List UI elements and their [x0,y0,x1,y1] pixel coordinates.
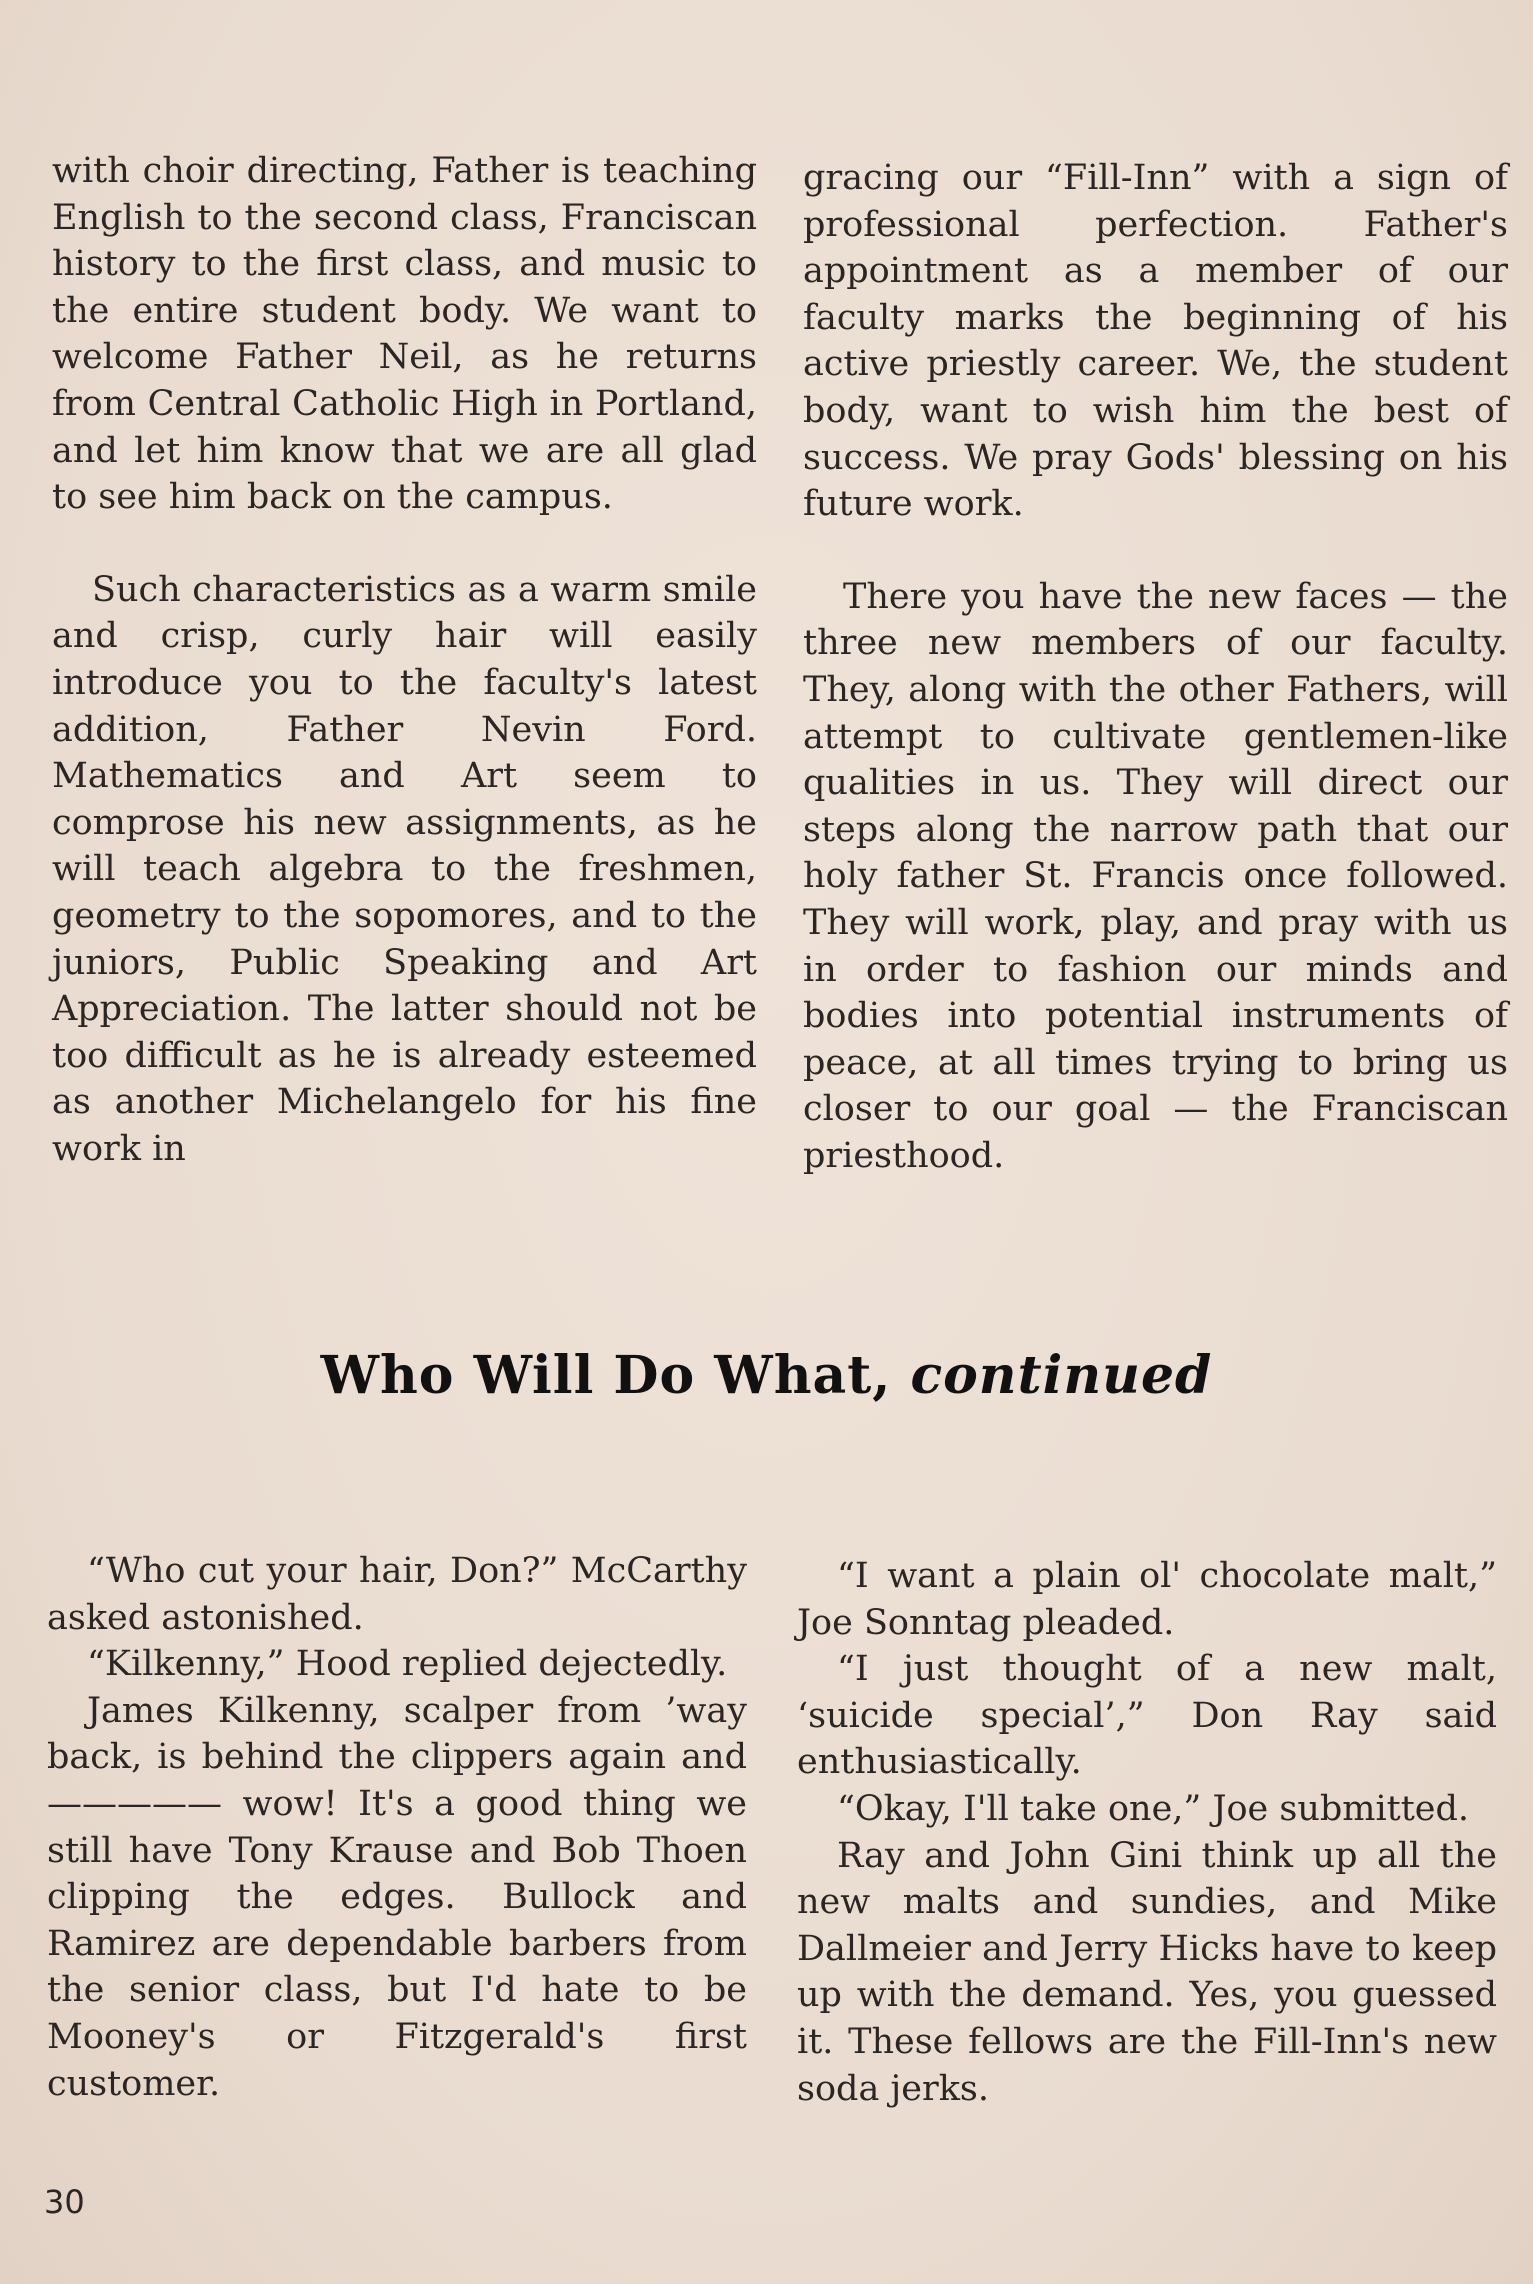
paragraph: “Kilkenny,” Hood replied dejectedly. [87,1644,728,1685]
page-number: 30 [44,2183,85,2221]
heading-main: Who Will Do What, [320,1345,892,1406]
paragraph: Such characteristics as a warm smile and crisp, curly hair will easily introduce you to the faculty's latest addition, Father Nevin Ford. Mathematics and Art seem to comprose his new assignments, as he will teach algebra to the freshmen, geometry to the sopomores, and to the juniors, Public Speaking and Art Appreciation. The latter should not be too difficult as he is already esteemed as another Michelangelo for his fine work in [52,569,757,1169]
paragraph: James Kilkenny, scalper from ’way back, is behind the clippers again and ————— wow! It's a good thing we still have Tony Krause and Bob Thoen clipping the edges. Bullock and Ramirez are dependable barbers from the senior class, but I'd hate to be Mooney's or Fitzgerald's first customer. [47,1690,747,2104]
paragraph: “I want a plain ol' chocolate malt,” Joe Sonntag pleaded. [797,1556,1497,1643]
paragraph: There you have the new faces — the three new members of our faculty. They, along with the other Fathers, will attempt to cultivate gentlemen-like qualities in us. They will direct our steps along the narrow path that our holy father St. Francis once followed. They will work, play, and pray with us in order to fashion our minds and bodies into potential instruments of peace, at all times trying to bring us closer to our goal — the Franciscan priesthood. [803,576,1508,1176]
paragraph: gracing our “Fill-Inn” with a sign of professional perfection. Father's appointment as a member of our faculty marks the beginning of his active priestly career. We, the student body, want to wish him the best of success. We pray Gods' blessing on his future work. [803,158,1508,525]
paragraph: “Okay, I'll take one,” Joe submitted. [837,1788,1470,1829]
section-heading [0,1345,1533,1406]
paragraph: with choir directing, Father is teaching English to the second class, Franciscan history to the first class, and music to the entire student body. We want to welcome Father Neil, as he returns from Central Catholic High in Portland, and let him know that we are all glad to see him back on the campus. [52,151,757,518]
bottom-right-column [797,1553,1497,2112]
paragraph: “Who cut your hair, Don?” McCarthy asked astonished. [47,1551,747,1638]
paragraph: Ray and John Gini think up all the new malts and sundies, and Mike Dallmeier and Jerry Hicks have to keep up with the demand. Yes, you guessed it. These fellows are the Fill-Inn's new soda jerks. [797,1835,1497,2109]
top-left-column [52,148,757,1172]
bottom-left-column [47,1548,747,2107]
top-right-column [803,155,1508,1179]
paragraph: “I just thought of a new malt, ‘suicide special’,” Don Ray said enthusiastically. [797,1649,1497,1783]
heading-continued: continued [910,1345,1213,1406]
